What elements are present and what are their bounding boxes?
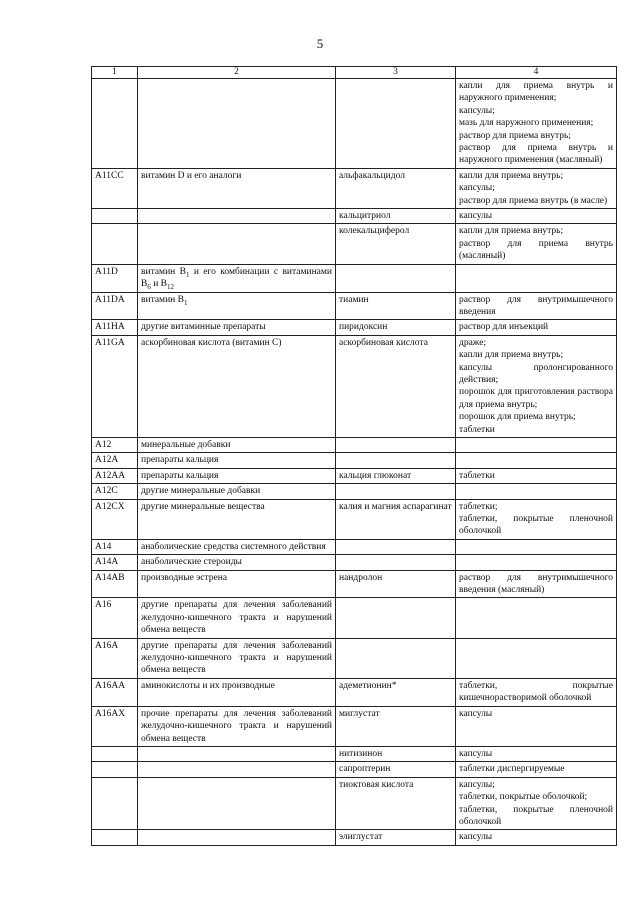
dosage-form: капли для приема внутрь и наружного применения; [459,81,613,104]
code-cell: A12A [92,453,138,468]
code-cell: A14 [92,539,138,554]
drug-table [91,66,617,846]
group-cell: другие минеральные вещества [138,499,336,539]
table-row [92,555,617,570]
group-cell [138,830,336,845]
table-row [92,453,617,468]
dosage-form: таблетки, покрытые кишечнорастворимой оболочкой [459,680,613,704]
dosage-form: капсулы [459,832,493,843]
code-cell: A11CC [92,168,138,208]
dosage-form: таблетки [459,424,495,435]
forms-cell [456,499,617,539]
code-cell: A16AA [92,678,138,706]
dosage-form: порошок для приготовления раствора для приема внутрь; [459,387,613,410]
group-cell [138,762,336,777]
table-row [92,638,617,678]
group-cell [138,79,336,169]
drug-cell: альфакальцидол [336,168,456,208]
table-body [92,79,617,846]
table-row [92,468,617,483]
code-cell: A11HA [92,320,138,335]
table-row [92,209,617,224]
code-cell: A16AX [92,706,138,746]
dosage-form: мазь для наружного применения; [459,118,594,129]
column-header-group: 2 [138,67,336,79]
forms-cell [456,335,617,437]
forms-cell [456,570,617,598]
code-cell [92,777,138,830]
code-cell: A12AA [92,468,138,483]
forms-cell [456,598,617,638]
drug-cell [336,555,456,570]
forms-cell [456,224,617,264]
group-cell [138,224,336,264]
group-cell: минеральные добавки [138,437,336,452]
code-cell: A12 [92,437,138,452]
group-cell: другие минеральные добавки [138,484,336,499]
table-row [92,437,617,452]
code-cell: A14A [92,555,138,570]
dosage-form: раствор для приема внутрь; [459,130,571,141]
dosage-form: раствор для приема внутрь (масляный) [459,238,613,262]
table-header-row [92,67,617,79]
code-cell: A12CX [92,499,138,539]
table-row [92,830,617,845]
group-cell: аминокислоты и их производные [138,678,336,706]
table-row [92,570,617,598]
drug-cell [336,598,456,638]
dosage-form: раствор для внутримышечного введения (масляный) [459,572,613,596]
drug-cell: тиоктовая кислота [336,777,456,830]
code-cell: A16 [92,598,138,638]
code-cell: A14AB [92,570,138,598]
table-row [92,224,617,264]
forms-cell [456,437,617,452]
group-cell: препараты кальция [138,453,336,468]
dosage-form: таблетки [459,470,495,481]
table-row [92,598,617,638]
group-cell: анаболические средства системного действия [138,539,336,554]
drug-cell: кальция глюконат [336,468,456,483]
drug-cell: нитизинон [336,746,456,761]
code-cell [92,224,138,264]
dosage-form: капли для приема внутрь; [459,170,564,181]
forms-cell [456,484,617,499]
dosage-form: капли для приема внутрь; [459,350,564,361]
forms-cell [456,762,617,777]
dosage-form: капсулы [459,211,493,222]
group-cell: витамин $B_1$ и его комбинации с витаминами $B_6$ и $B_{12}$ [138,264,336,292]
dosage-form: таблетки, покрытые пленочной оболочкой [459,514,613,537]
forms-cell [456,468,617,483]
dosage-form: капсулы; [459,105,495,116]
dosage-form: капсулы [459,748,493,759]
dosage-form: драже; [459,337,487,348]
table-row [92,335,617,437]
drug-cell: нандролон [336,570,456,598]
column-header-drug: 3 [336,67,456,79]
drug-cell: тиамин [336,292,456,320]
forms-cell [456,706,617,746]
forms-cell [456,79,617,169]
table-row [92,264,617,292]
code-cell [92,830,138,845]
code-cell: A12C [92,484,138,499]
forms-cell [456,264,617,292]
drug-cell: элиглустат [336,830,456,845]
table-row [92,79,617,169]
forms-cell [456,830,617,845]
table-row [92,539,617,554]
forms-cell [456,320,617,335]
group-cell: производные эстрена [138,570,336,598]
forms-cell [456,539,617,554]
table-row [92,678,617,706]
code-cell [92,746,138,761]
table-row [92,168,617,208]
forms-cell [456,746,617,761]
dosage-form: таблетки, покрытые пленочной оболочкой [459,804,613,827]
code-cell: A11DA [92,292,138,320]
group-cell: препараты кальция [138,468,336,483]
column-header-forms: 4 [456,67,617,79]
group-cell: другие препараты для лечения заболеваний желудочно-кишечного тракта и нарушений обмена веществ [138,598,336,638]
drug-cell [336,264,456,292]
table-row [92,706,617,746]
drug-cell [336,484,456,499]
dosage-form: раствор для инъекций [459,322,549,333]
dosage-form: капсулы [459,708,493,719]
group-cell [138,209,336,224]
group-cell: другие препараты для лечения заболеваний желудочно-кишечного тракта и нарушений обмена веществ [138,638,336,678]
forms-cell [456,678,617,706]
dosage-form: капсулы; [459,779,495,790]
table-row [92,746,617,761]
dosage-form: капсулы пролонгированного действия; [459,362,613,385]
drug-cell: аскорбиновая кислота [336,335,456,437]
dosage-form: таблетки; [459,501,498,512]
group-cell: витамин D и его аналоги [138,168,336,208]
group-cell: прочие препараты для лечения заболеваний желудочно-кишечного тракта и нарушений обмена веществ [138,706,336,746]
column-header-code: 1 [92,67,138,79]
forms-cell [456,638,617,678]
drug-cell [336,79,456,169]
drug-cell [336,453,456,468]
dosage-form: таблетки диспергируемые [459,764,565,775]
code-cell: A11D [92,264,138,292]
forms-cell [456,453,617,468]
drug-cell: калия и магния аспарагинат [336,499,456,539]
forms-cell [456,168,617,208]
drug-cell: миглустат [336,706,456,746]
dosage-form: капсулы; [459,183,495,194]
drug-cell: адеметионин* [336,678,456,706]
dosage-form: порошок для приема внутрь; [459,412,576,423]
group-cell: витамин $B_1$ [138,292,336,320]
table-row [92,762,617,777]
forms-cell [456,555,617,570]
group-cell [138,746,336,761]
table-row [92,484,617,499]
drug-cell: кальцитриол [336,209,456,224]
dosage-form: таблетки, покрытые оболочкой; [459,792,588,803]
drug-cell [336,539,456,554]
drug-cell [336,638,456,678]
group-cell: другие витаминные препараты [138,320,336,335]
table-row [92,777,617,830]
dosage-form: капли для приема внутрь; [459,226,564,237]
page-number: 5 [316,36,324,51]
code-cell [92,209,138,224]
dosage-form: раствор для приема внутрь и наружного применения (масляный) [459,143,613,166]
table-row [92,320,617,335]
table-row [92,292,617,320]
group-cell: аскорбиновая кислота (витамин С) [138,335,336,437]
group-cell [138,777,336,830]
code-cell [92,79,138,169]
drug-cell: колекальциферол [336,224,456,264]
forms-cell [456,777,617,830]
table-row [92,499,617,539]
drug-cell: пиридоксин [336,320,456,335]
code-cell: A16A [92,638,138,678]
forms-cell [456,209,617,224]
code-cell [92,762,138,777]
dosage-form: раствор для приема внутрь (в масле) [459,195,608,206]
forms-cell [456,292,617,320]
code-cell: A11GA [92,335,138,437]
drug-cell [336,437,456,452]
drug-cell: сапроптерин [336,762,456,777]
group-cell: анаболические стероиды [138,555,336,570]
dosage-form: раствор для внутримышечного введения [459,294,613,317]
